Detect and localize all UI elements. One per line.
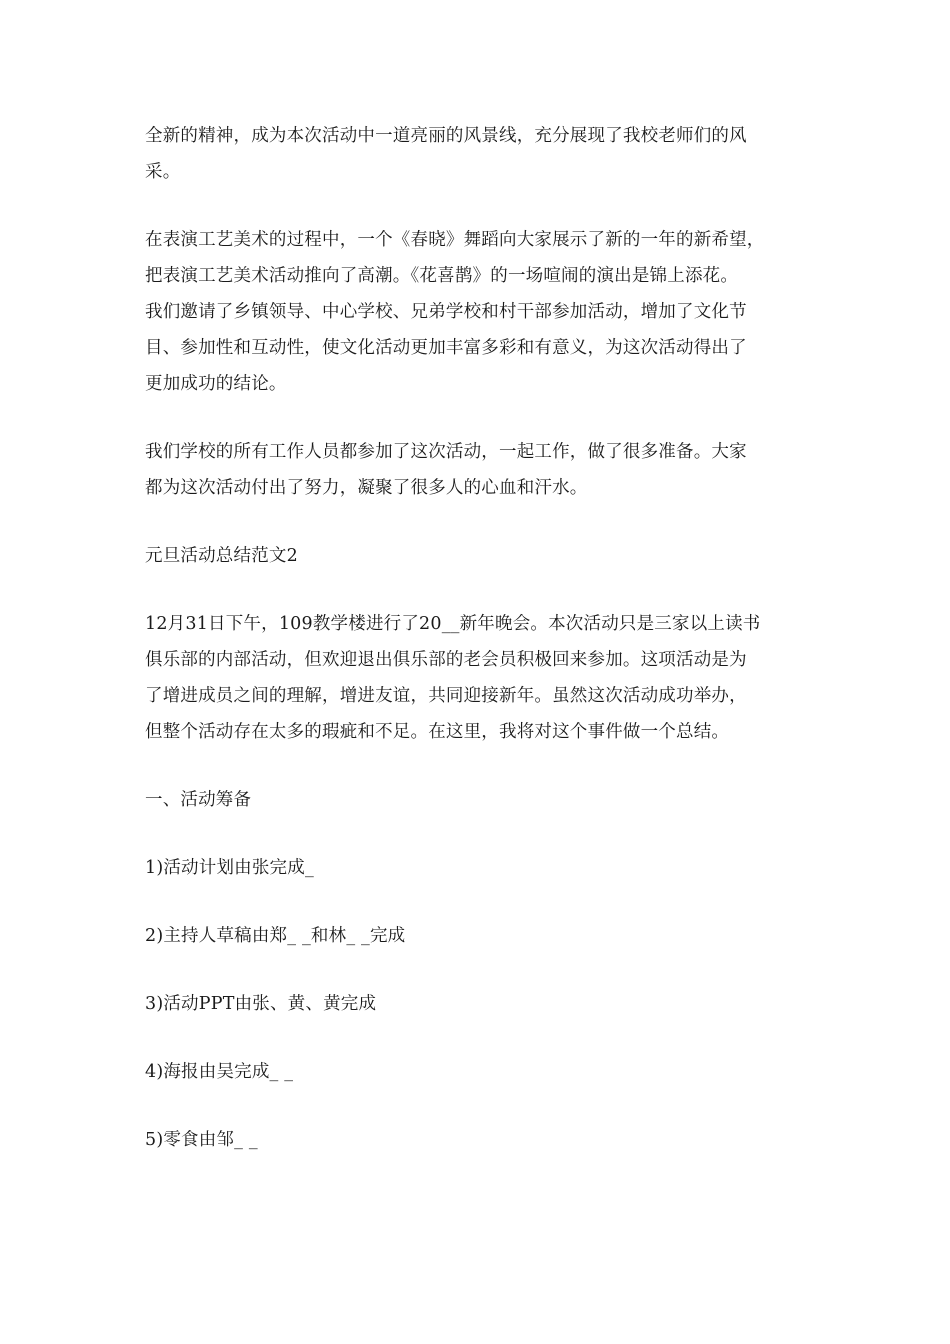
list-item-snacks [145,1122,810,1158]
text-line: 了增进成员之间的理解，增进友谊，共同迎接新年。虽然这次活动成功举办， [145,686,747,706]
text-line: 一、活动筹备 [145,790,252,810]
text-line: 但整个活动存在太多的瑕疵和不足。在这里，我将对这个事件做一个总结。 [145,722,730,742]
text-line: 都为这次活动付出了努力，凝聚了很多人的心血和汗水。 [145,478,588,498]
text-line: 采。 [145,162,181,182]
text-line: 1)活动计划由张完成_ [145,858,314,878]
document-body [145,118,810,1190]
paragraph-new-year-party [145,606,810,750]
paragraph-staff-effort [145,434,810,506]
text-line: 3)活动PPT由张、黄、黄完成 [145,994,377,1014]
section-heading-sample-2 [145,538,810,574]
text-line: 全新的精神，成为本次活动中一道亮丽的风景线，充分展现了我校老师们的风 [145,126,747,146]
text-line: 在表演工艺美术的过程中，一个《春晓》舞蹈向大家展示了新的一年的新希望， [145,230,765,250]
text-line: 我们邀请了乡镇领导、中心学校、兄弟学校和村干部参加活动，增加了文化节 [145,302,747,322]
text-line: 2)主持人草稿由郑_ _和林_ _完成 [145,926,406,946]
paragraph-performance [145,222,810,402]
list-item-host-script [145,918,810,954]
text-line: 把表演工艺美术活动推向了高潮。《花喜鹊》的一场喧闹的演出是锦上添花。 [145,266,739,286]
text-line: 4)海报由吴完成_ _ [145,1062,294,1082]
text-line: 俱乐部的内部活动，但欢迎退出俱乐部的老会员积极回来参加。这项活动是为 [145,650,747,670]
paragraph-teachers-style [145,118,810,190]
text-line: 12月31日下午，109教学楼进行了20__新年晚会。本次活动只是三家以上读书 [145,614,761,634]
list-item-poster [145,1054,810,1090]
list-item-ppt [145,986,810,1022]
text-line: 我们学校的所有工作人员都参加了这次活动，一起工作，做了很多准备。大家 [145,442,747,462]
text-line: 更加成功的结论。 [145,374,287,394]
text-line: 元旦活动总结范文2 [145,546,298,566]
text-line: 5)零食由邹_ _ [145,1130,258,1150]
text-line: 目、参加性和互动性，使文化活动更加丰富多彩和有意义，为这次活动得出了 [145,338,747,358]
list-item-plan [145,850,810,886]
section-heading-preparation [145,782,810,818]
